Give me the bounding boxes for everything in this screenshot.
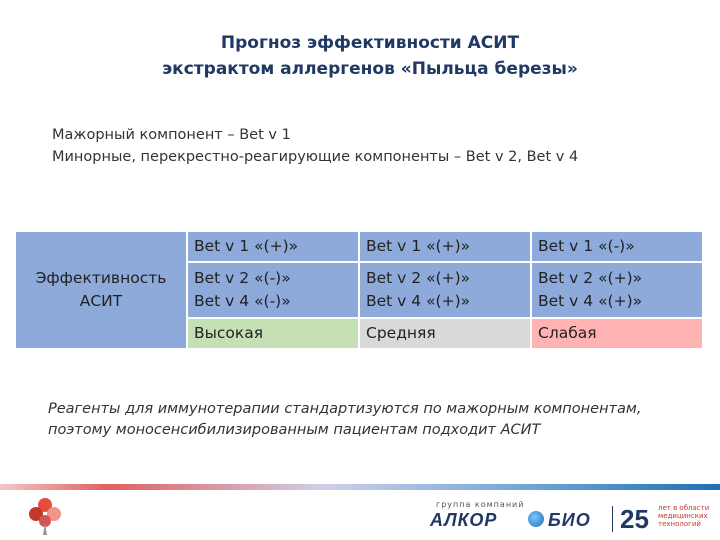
- table-row-bet1: [15, 231, 703, 262]
- alkor-bio-logo: [430, 500, 720, 540]
- cell-col2-bet2: Bet v 2 «(+)»: [366, 269, 471, 287]
- intro-text: [52, 124, 702, 168]
- brand-name-right: БИО: [548, 510, 591, 530]
- logo-divider: [612, 506, 613, 532]
- footer-stripe: [0, 484, 720, 490]
- conclusion-note: Реагенты для иммунотерапии стандартизуются по мажорным компонентам, поэтому моносенсибилизированным пациентам подходит АСИТ: [48, 401, 642, 438]
- brand-globe-icon: [528, 511, 544, 527]
- cell-col2-bet1: Bet v 1 «(+)»: [359, 231, 531, 262]
- row-header-efficacy: [15, 231, 187, 349]
- efficacy-table: [14, 230, 704, 350]
- title-line-1: Прогноз эффективности АСИТ: [220, 33, 520, 53]
- cell-col2-bet4: Bet v 4 «(+)»: [366, 292, 471, 310]
- brand-name-left: АЛКОР: [430, 510, 498, 530]
- cell-col3-bet2-bet4: [531, 262, 703, 318]
- anniversary-text: лет в области медицинских технологий: [658, 504, 710, 528]
- slide-title: [0, 30, 720, 82]
- anniversary-number: 25: [620, 504, 649, 534]
- cell-outcome-high: Высокая: [187, 318, 359, 349]
- cell-col2-bet2-bet4: [359, 262, 531, 318]
- cell-col1-bet4: Bet v 4 «(-)»: [194, 292, 291, 310]
- cell-col1-bet2: Bet v 2 «(-)»: [194, 269, 291, 287]
- cell-col3-bet1: Bet v 1 «(-)»: [531, 231, 703, 262]
- row-header-line-1: Эффективность: [35, 269, 167, 287]
- cell-outcome-medium: Средняя: [359, 318, 531, 349]
- cell-col3-bet4: Bet v 4 «(+)»: [538, 292, 643, 310]
- group-label: группа компаний: [436, 500, 525, 509]
- cell-outcome-weak: Слабая: [531, 318, 703, 349]
- minor-components-line: Минорные, перекрестно-реагирующие компоненты – Bet v 2, Bet v 4: [52, 149, 579, 165]
- cell-col1-bet1: Bet v 1 «(+)»: [187, 231, 359, 262]
- title-line-2: экстрактом аллергенов «Пыльца березы»: [162, 59, 578, 79]
- clover-logo-icon: [28, 496, 62, 540]
- major-component-line: Мажорный компонент – Bet v 1: [52, 127, 291, 143]
- cell-col1-bet2-bet4: [187, 262, 359, 318]
- cell-col3-bet2: Bet v 2 «(+)»: [538, 269, 643, 287]
- row-header-line-2: АСИТ: [79, 292, 123, 310]
